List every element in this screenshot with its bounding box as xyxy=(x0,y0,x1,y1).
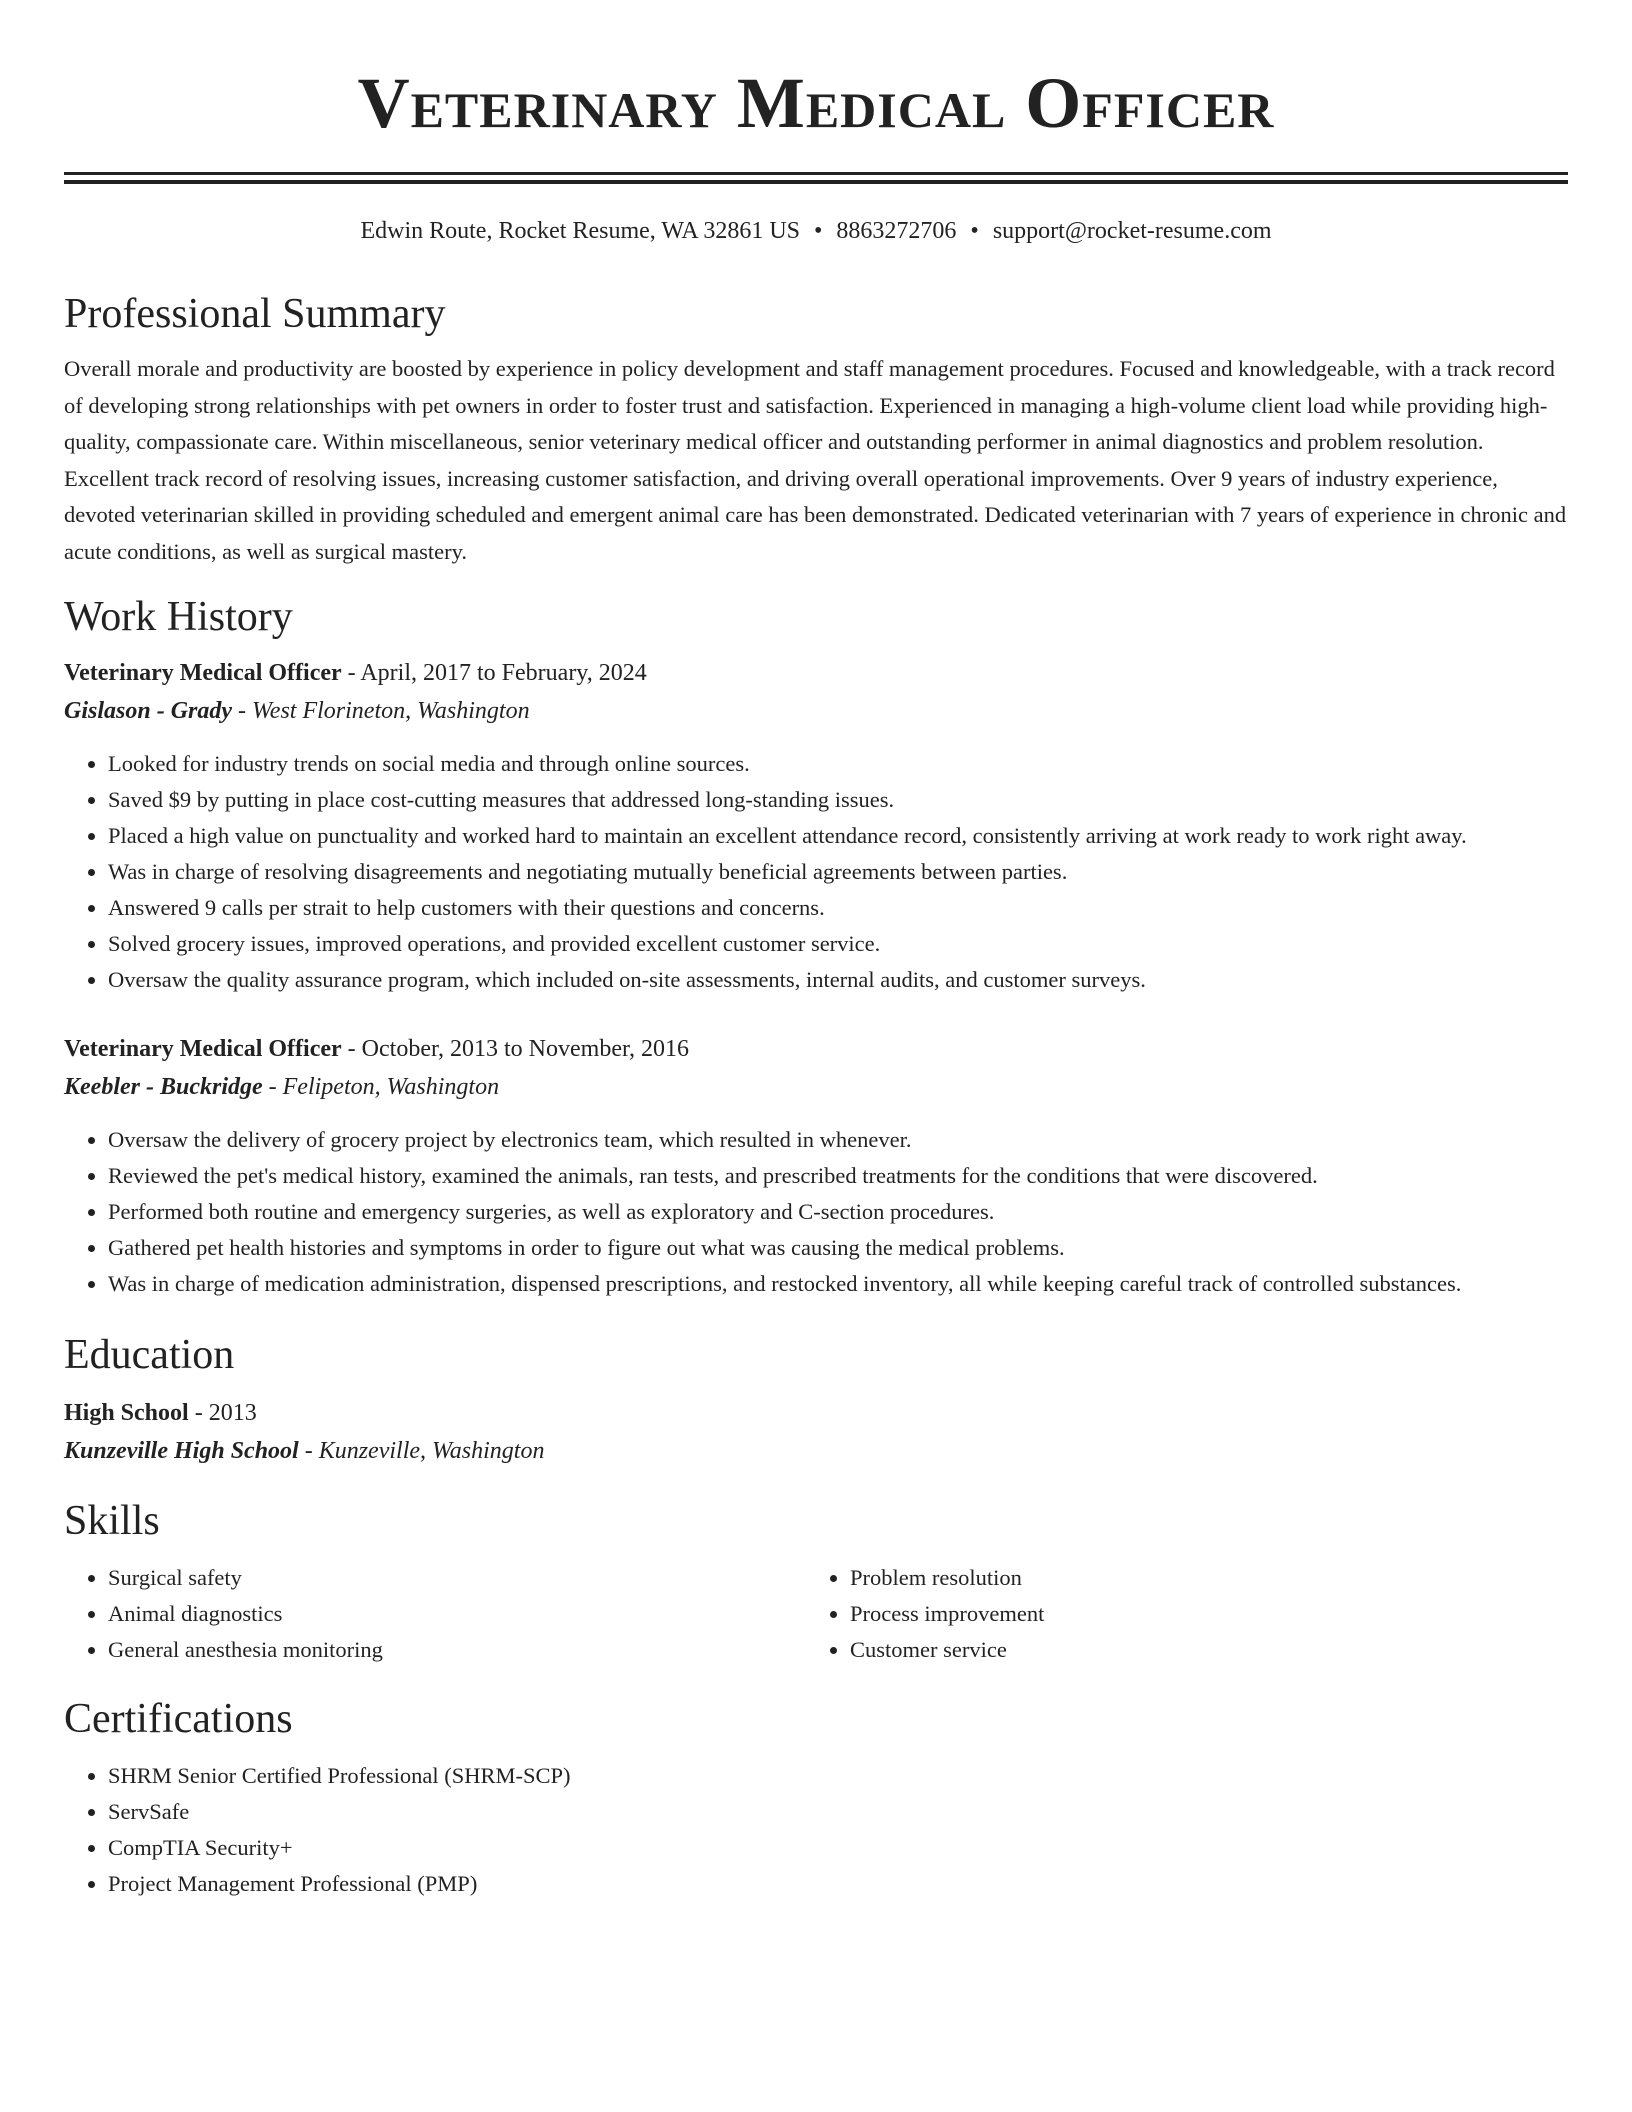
certification-item: • Project Management Professional (PMP) xyxy=(108,1866,1568,1902)
job-company: Gislason - Grady xyxy=(64,698,233,724)
education-location: Kunzeville, Washington xyxy=(318,1438,545,1464)
summary-heading: Professional Summary xyxy=(64,291,446,337)
skill-item: • Process improvement xyxy=(850,1596,1548,1632)
job-entry xyxy=(64,1030,1568,1302)
education-school: Kunzeville High School xyxy=(64,1438,299,1464)
skills-column-left xyxy=(64,1560,806,1668)
skills-list-right xyxy=(806,1560,1548,1668)
list-item: • Performed both routine and emergency surgeries, as well as exploratory and C-section procedures. xyxy=(108,1194,1568,1230)
list-item: • Gathered pet health histories and symptoms in order to figure out what was causing the medical problems. xyxy=(108,1230,1568,1266)
job-bullets xyxy=(64,746,1568,998)
resume-page xyxy=(64,0,1568,1902)
resume-title: Veterinary Medical Officer xyxy=(357,63,1275,143)
certification-item: • CompTIA Security+ xyxy=(108,1830,1568,1866)
education-year: 2013 xyxy=(208,1400,257,1426)
job-company-line: Gislason - Grady - West Florineton, Washington xyxy=(64,698,530,724)
contact-email: support@rocket-resume.com xyxy=(992,218,1272,244)
list-item: • Was in charge of resolving disagreements and negotiating mutually beneficial agreements between parties. xyxy=(108,854,1568,890)
skills-column-right xyxy=(806,1560,1548,1668)
summary-text: Overall morale and productivity are boosted by experience in policy development and staff management procedures. Focused and knowledgeable, with a track record of developing strong relationships with pet owners in order to foster trust and satisfaction. Experienced in managing a high-volume client load while providing high-quality, compassionate care. Within miscellaneous, senior veterinary medical officer and outstanding performer in animal diagnostics and problem resolution. Excellent track record of resolving issues, increasing customer satisfaction, and driving overall operational improvements. Over 9 years of industry experience, devoted veterinarian skilled in providing scheduled and emergent animal care has been demonstrated. Dedicated veterinarian with 7 years of experience in chronic and acute conditions, as well as surgical mastery. xyxy=(64,356,1567,564)
job-location: West Florineton, Washington xyxy=(252,698,530,724)
education-degree-line: High School - 2013 xyxy=(64,1400,257,1426)
skill-item: • Animal diagnostics xyxy=(108,1596,806,1632)
certification-item: • SHRM Senior Certified Professional (SHRM-SCP) xyxy=(108,1758,1568,1794)
job-location: Felipeton, Washington xyxy=(282,1074,500,1100)
list-item: • Saved $9 by putting in place cost-cutting measures that addressed long-standing issues. xyxy=(108,782,1568,818)
job-title-line: Veterinary Medical Officer - October, 2013 to November, 2016 xyxy=(64,1036,690,1062)
certifications-list xyxy=(64,1758,1568,1902)
work-history-heading: Work History xyxy=(64,594,293,640)
job-dates: October, 2013 to November, 2016 xyxy=(361,1036,690,1062)
skills-heading: Skills xyxy=(64,1498,160,1544)
job-bullets xyxy=(64,1122,1568,1302)
education-entry xyxy=(64,1394,1568,1470)
list-item: • Looked for industry trends on social media and through online sources. xyxy=(108,746,1568,782)
job-company-line: Keebler - Buckridge - Felipeton, Washington xyxy=(64,1074,500,1100)
list-item: • Answered 9 calls per strait to help customers with their questions and concerns. xyxy=(108,890,1568,926)
education-school-line: Kunzeville High School - Kunzeville, Washington xyxy=(64,1438,545,1464)
certifications-heading: Certifications xyxy=(64,1696,293,1742)
list-item: • Placed a high value on punctuality and worked hard to maintain an excellent attendance record, consistently arriving at work ready to work right away. xyxy=(108,818,1568,854)
job-title: Veterinary Medical Officer xyxy=(64,1036,342,1062)
contact-separator: • xyxy=(970,218,979,244)
skill-item: • Customer service xyxy=(850,1632,1548,1668)
skill-item: • General anesthesia monitoring xyxy=(108,1632,806,1668)
contact-address: Edwin Route, Rocket Resume, WA 32861 US xyxy=(360,218,801,244)
list-item: • Was in charge of medication administration, dispensed prescriptions, and restocked inventory, all while keeping careful track of controlled substances. xyxy=(108,1266,1568,1302)
list-item: • Oversaw the delivery of grocery project by electronics team, which resulted in whenever. xyxy=(108,1122,1568,1158)
job-title: Veterinary Medical Officer xyxy=(64,660,342,686)
skills-list-left xyxy=(64,1560,806,1668)
title-divider-thick xyxy=(64,172,1568,175)
job-company: Keebler - Buckridge xyxy=(64,1074,263,1100)
certification-item: • ServSafe xyxy=(108,1794,1568,1830)
contact-phone: 8863272706 xyxy=(836,218,957,244)
title-divider-thin xyxy=(64,180,1568,184)
contact-separator: • xyxy=(814,218,823,244)
list-item: • Solved grocery issues, improved operations, and provided excellent customer service. xyxy=(108,926,1568,962)
education-heading: Education xyxy=(64,1332,235,1378)
skills-columns xyxy=(64,1560,1568,1668)
job-dates: April, 2017 to February, 2024 xyxy=(360,660,647,686)
list-item: • Oversaw the quality assurance program, which included on-site assessments, internal audits, and customer surveys. xyxy=(108,962,1568,998)
skill-item: • Surgical safety xyxy=(108,1560,806,1596)
contact-line xyxy=(64,216,1568,246)
job-title-line: Veterinary Medical Officer - April, 2017 to February, 2024 xyxy=(64,660,647,686)
list-item: • Reviewed the pet's medical history, examined the animals, ran tests, and prescribed treatments for the conditions that were discovered. xyxy=(108,1158,1568,1194)
skill-item: • Problem resolution xyxy=(850,1560,1548,1596)
education-degree: High School xyxy=(64,1400,189,1426)
job-entry xyxy=(64,654,1568,998)
